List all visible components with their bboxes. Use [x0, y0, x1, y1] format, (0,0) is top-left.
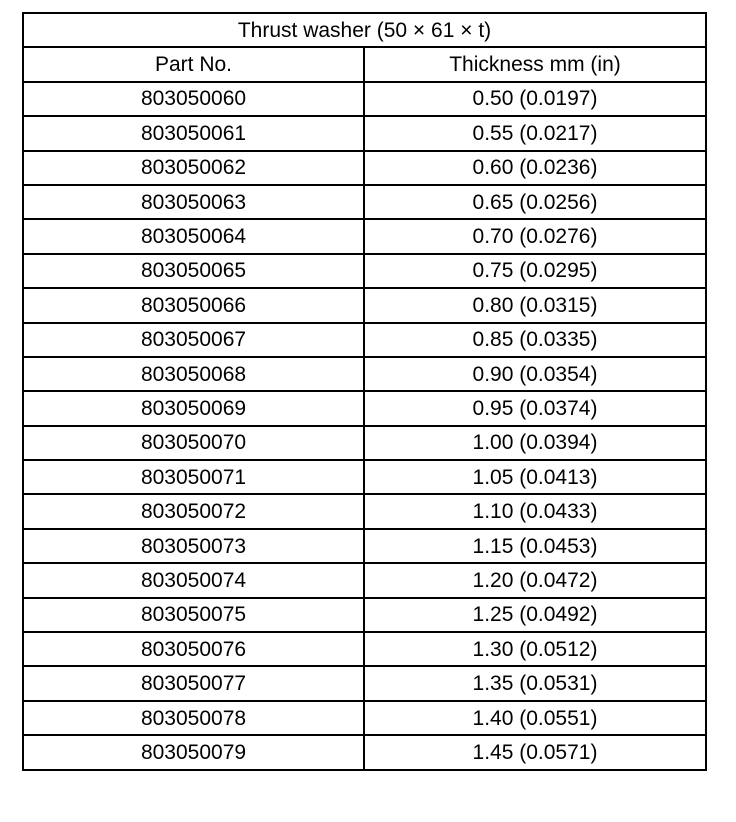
header-thickness: Thickness mm (in) [364, 47, 706, 81]
thrust-washer-table [22, 12, 707, 771]
thickness-cell: 1.35 (0.0531) [364, 666, 706, 700]
thickness-cell: 0.75 (0.0295) [364, 254, 706, 288]
part-number-cell: 803050060 [23, 82, 364, 116]
thickness-cell: 0.55 (0.0217) [364, 116, 706, 150]
thickness-cell: 0.80 (0.0315) [364, 288, 706, 322]
table-row [23, 357, 706, 391]
part-number-cell: 803050078 [23, 701, 364, 735]
table-row [23, 735, 706, 769]
table-row [23, 185, 706, 219]
table-row [23, 323, 706, 357]
table-row [23, 529, 706, 563]
part-number-cell: 803050073 [23, 529, 364, 563]
part-number-cell: 803050077 [23, 666, 364, 700]
thickness-cell: 0.60 (0.0236) [364, 151, 706, 185]
table-row [23, 426, 706, 460]
table-row [23, 598, 706, 632]
table-row [23, 82, 706, 116]
table-row [23, 701, 706, 735]
part-number-cell: 803050064 [23, 219, 364, 253]
part-number-cell: 803050071 [23, 460, 364, 494]
table-row [23, 460, 706, 494]
table-row [23, 563, 706, 597]
part-number-cell: 803050066 [23, 288, 364, 322]
part-number-cell: 803050072 [23, 494, 364, 528]
thickness-cell: 0.95 (0.0374) [364, 391, 706, 425]
table-title-row [23, 13, 706, 47]
table-title: Thrust washer (50 × 61 × t) [23, 13, 706, 47]
thickness-cell: 1.05 (0.0413) [364, 460, 706, 494]
thickness-cell: 0.65 (0.0256) [364, 185, 706, 219]
part-number-cell: 803050074 [23, 563, 364, 597]
part-number-cell: 803050076 [23, 632, 364, 666]
part-number-cell: 803050069 [23, 391, 364, 425]
part-number-cell: 803050061 [23, 116, 364, 150]
thickness-cell: 1.25 (0.0492) [364, 598, 706, 632]
spec-table-container [22, 12, 707, 771]
part-number-cell: 803050062 [23, 151, 364, 185]
thickness-cell: 1.45 (0.0571) [364, 735, 706, 769]
table-row [23, 666, 706, 700]
table-row [23, 151, 706, 185]
thickness-cell: 0.85 (0.0335) [364, 323, 706, 357]
thickness-cell: 1.15 (0.0453) [364, 529, 706, 563]
thickness-cell: 0.90 (0.0354) [364, 357, 706, 391]
table-row [23, 632, 706, 666]
thickness-cell: 1.20 (0.0472) [364, 563, 706, 597]
thickness-cell: 0.70 (0.0276) [364, 219, 706, 253]
table-header-row [23, 47, 706, 81]
table-row [23, 494, 706, 528]
table-row [23, 116, 706, 150]
thickness-cell: 1.10 (0.0433) [364, 494, 706, 528]
thickness-cell: 1.30 (0.0512) [364, 632, 706, 666]
table-body [23, 82, 706, 770]
table-row [23, 254, 706, 288]
part-number-cell: 803050067 [23, 323, 364, 357]
part-number-cell: 803050079 [23, 735, 364, 769]
part-number-cell: 803050075 [23, 598, 364, 632]
part-number-cell: 803050063 [23, 185, 364, 219]
header-part-no: Part No. [23, 47, 364, 81]
thickness-cell: 0.50 (0.0197) [364, 82, 706, 116]
thickness-cell: 1.00 (0.0394) [364, 426, 706, 460]
table-row [23, 288, 706, 322]
part-number-cell: 803050070 [23, 426, 364, 460]
part-number-cell: 803050068 [23, 357, 364, 391]
part-number-cell: 803050065 [23, 254, 364, 288]
table-row [23, 391, 706, 425]
thickness-cell: 1.40 (0.0551) [364, 701, 706, 735]
table-row [23, 219, 706, 253]
